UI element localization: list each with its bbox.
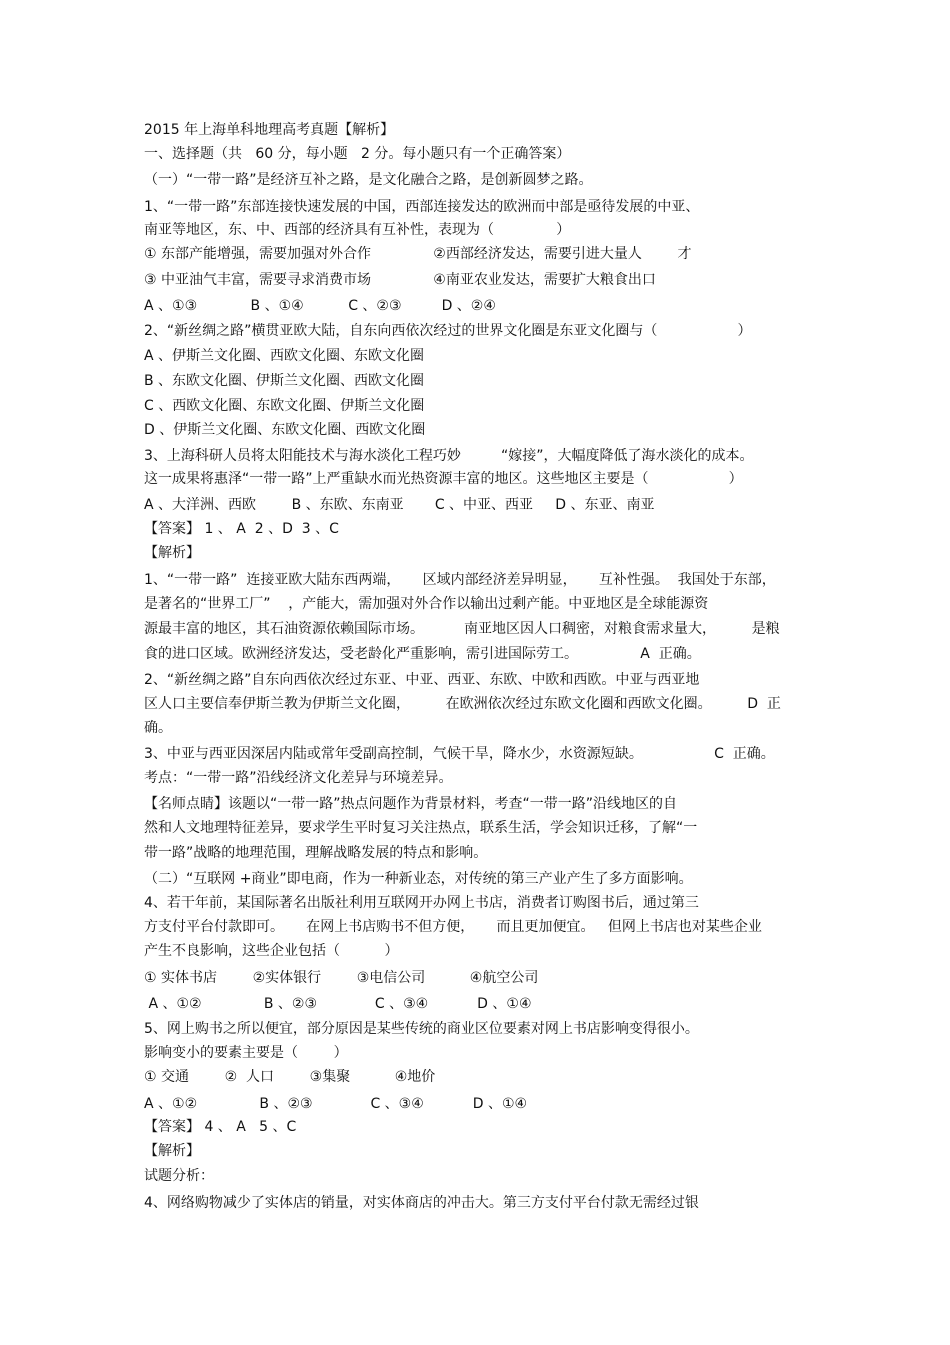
text-line: 然和人文地理特征差异，要求学生平时复习关注热点，联系生活，学会知识迁移，了解“一 (144, 820, 698, 836)
text-line: 这一成果将惠泽“一带一路”上严重缺水而光热资源丰富的地区。这些地区主要是（ ） (144, 471, 743, 487)
text-line: C 、西欧文化圈、东欧文化圈、伊斯兰文化圈 (144, 398, 425, 414)
text-line: 4、网络购物减少了实体店的销量，对实体商店的冲击大。第三方支付平台付款无需经过银 (144, 1195, 699, 1211)
text-line: 南亚等地区，东、中、西部的经济具有互补性，表现为（ ） (144, 222, 571, 238)
text-line: 确。 (144, 720, 172, 736)
text-line: 【解析】 (144, 545, 200, 561)
text-line: D 、伊斯兰文化圈、东欧文化圈、西欧文化圈 (144, 422, 426, 438)
text-line: 一、选择题（共 60 分，每小题 2 分。每小题只有一个正确答案） (144, 146, 571, 162)
text-line: 3、上海科研人员将太阳能技术与海水淡化工程巧妙 “嫁接”，大幅度降低了海水淡化的成本。 (144, 448, 754, 464)
text-line: A 、伊斯兰文化圈、西欧文化圈、东欧文化圈 (144, 348, 425, 364)
text-line: 3、中亚与西亚因深居内陆或常年受副高控制，气候干旱，降水少，水资源短缺。 C 正确。 (144, 746, 775, 762)
text-line: 产生不良影响，这些企业包括（ ） (144, 943, 399, 959)
text-line: 2、“新丝绸之路”横贯亚欧大陆，自东向西依次经过的世界文化圈是东亚文化圈与（ ） (144, 323, 752, 339)
document-title: 2015 年上海单科地理高考真题【解析】 (144, 122, 395, 138)
text-line: 考点：“一带一路”沿线经济文化差异与环境差异。 (144, 770, 453, 786)
text-line: A 、①③ B 、①④ C 、②③ D 、②④ (144, 298, 496, 314)
text-line: A 、大洋洲、西欧 B 、东欧、东南亚 C 、中亚、西亚 D 、东亚、南亚 (144, 497, 655, 513)
text-line: A 、①② B 、②③ C 、③④ D 、①④ (144, 996, 532, 1012)
text-line: 2、“新丝绸之路”自东向西依次经过东亚、中亚、西亚、东欧、中欧和西欧。中亚与西亚地 (144, 672, 700, 688)
text-line: 1、“一带一路” 连接亚欧大陆东西两端， 区域内部经济差异明显， 互补性强。 我国处于东部， (144, 572, 776, 588)
text-line: 源最丰富的地区，其石油资源依赖国际市场。 南亚地区因人口稠密，对粮食需求量大， 是粮 (144, 621, 780, 637)
text-line: 试题分析： (144, 1168, 214, 1184)
text-line: A 、①② B 、②③ C 、③④ D 、①④ (144, 1096, 528, 1112)
text-line: ① 东部产能增强，需要加强对外合作 ②西部经济发达，需要引进大量人 才 (144, 246, 692, 262)
text-line: 4、若干年前，某国际著名出版社利用互联网开办网上书店，消费者订购图书后，通过第三 (144, 895, 699, 911)
text-line: 带一路”战略的地理范围，理解战略发展的特点和影响。 (144, 845, 488, 861)
text-line: 5、网上购书之所以便宜，部分原因是某些传统的商业区位要素对网上书店影响变得很小。 (144, 1021, 699, 1037)
text-line: 【名师点睛】该题以“一带一路”热点问题作为背景材料，考查“一带一路”沿线地区的自 (144, 796, 678, 812)
text-line: 【答案】 4 、 A 5 、C (144, 1119, 297, 1135)
text-line: ① 实体书店 ②实体银行 ③电信公司 ④航空公司 (144, 970, 539, 986)
text-line: （二）“互联网 +商业”即电商，作为一种新业态，对传统的第三产业产生了多方面影响。 (144, 871, 693, 887)
text-line: （一）“一带一路”是经济互补之路，是文化融合之路，是创新圆梦之路。 (144, 172, 593, 188)
text-line: 区人口主要信奉伊斯兰教为伊斯兰文化圈， 在欧洲依次经过东欧文化圈和西欧文化圈。 D 正 (144, 696, 781, 712)
text-line: 【答案】 1 、 A 2 、D 3 、C (144, 521, 339, 537)
text-line: ③ 中亚油气丰富，需要寻求消费市场 ④南亚农业发达，需要扩大粮食出口 (144, 272, 656, 288)
text-line: 1、“一带一路”东部连接快速发展的中国，西部连接发达的欧洲而中部是亟待发展的中亚、 (144, 199, 700, 215)
text-line: ① 交通 ② 人口 ③集聚 ④地价 (144, 1069, 436, 1085)
text-line: 是著名的“世界工厂” ，产能大，需加强对外合作以输出过剩产能。中亚地区是全球能源资 (144, 596, 709, 612)
text-line: 食的进口区域。欧洲经济发达，受老龄化严重影响，需引进国际劳工。 A 正确。 (144, 646, 701, 662)
text-line: B 、东欧文化圈、伊斯兰文化圈、西欧文化圈 (144, 373, 425, 389)
text-line: 【解析】 (144, 1143, 200, 1159)
text-line: 方支付平台付款即可。 在网上书店购书不但方便， 而且更加便宜。 但网上书店也对某些企业 (144, 919, 762, 935)
text-line: 影响变小的要素主要是（ ） (144, 1045, 348, 1061)
